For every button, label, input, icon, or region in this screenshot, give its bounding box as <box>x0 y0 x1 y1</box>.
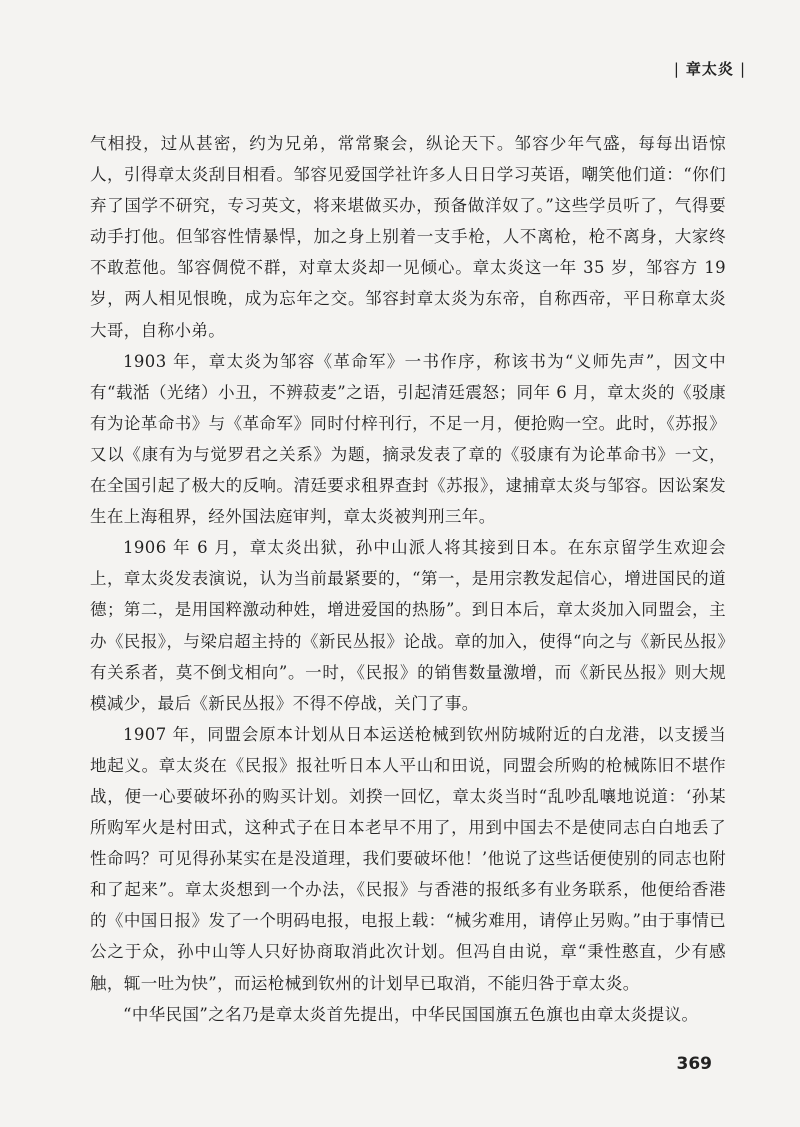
paragraph-1903: 1903 年，章太炎为邹容《革命军》一书作序，称该书为“义师先声”，因文中有“载湉（光绪）小丑，不辨菽麦”之语，引起清廷震怒；同年 6 月，章太炎的《驳康有为论革命书》与《革命军》同时付梓刊行，不足一月，便抢购一空。此时，《苏报》又以《康有为与觉罗君之关系》为题，摘录发表了章的《驳康有为论革命书》一文，在全国引起了极大的反响。清廷要求租界查封《苏报》，逮捕章太炎与邹容。因讼案发生在上海租界，经外国法庭审判，章太炎被判刑三年。 <box>90 351 726 527</box>
body-text <box>90 128 726 1030</box>
page-number: 369 <box>676 1054 712 1074</box>
paragraph-1906: 1906 年 6 月，章太炎出狱，孙中山派人将其接到日本。在东京留学生欢迎会上，章太炎发表演说，认为当前最紧要的，“第一，是用宗教发起信心，增进国民的道德；第二，是用国粹激动种姓，增进爱国的热肠”。到日本后，章太炎加入同盟会，主办《民报》，与梁启超主持的《新民丛报》论战。章的加入，使得“向之与《新民丛报》有关系者，莫不倒戈相向”。一时，《民报》的销售数量激增，而《新民丛报》则大规模减少，最后《新民丛报》不得不停战，关门了事。 <box>90 538 726 713</box>
paragraph-continuation: 气相投，过从甚密，约为兄弟，常常聚会，纵论天下。邹容少年气盛，每每出语惊人，引得章太炎刮目相看。邹容见爱国学社许多人日日学习英语，嘲笑他们道：“你们弃了国学不研究，专习英文，将来堪做买办，预备做洋奴了。”这些学员听了，气得要动手打他。但邹容性情暴悍，加之身上别着一支手枪，人不离枪，枪不离身，大家终不敢惹他。邹容倜傥不群，对章太炎却一见倾心。章太炎这一年 35 岁，邹容方 19 岁，两人相见恨晚，成为忘年之交。邹容封章太炎为东帝，自称西帝，平日称章太炎大哥，自称小弟。 <box>90 134 726 340</box>
header-left-bar: | <box>673 60 680 78</box>
running-header <box>668 58 752 79</box>
header-right-bar: | <box>739 60 746 78</box>
paragraph-1907: 1907 年，同盟会原本计划从日本运送枪械到钦州防城附近的白龙港，以支援当地起义。章太炎在《民报》报社听日本人平山和田说，同盟会所购的枪械陈旧不堪作战，便一心要破坏孙的购买计划。刘揆一回忆，章太炎当时“乱吵乱嚷地说道：‘孙某所购军火是村田式，这种式子在日本老早不用了，用到中国去不是使同志白白地丢了性命吗？可见得孙某实在是没道理，我们要破坏他！’他说了这些话便使别的同志也附和了起来”。章太炎想到一个办法，《民报》与香港的报纸多有业务联系，他便给香港的《中国日报》发了一个明码电报，电报上载：“械劣难用，请停止另购。”由于事情已公之于众，孙中山等人只好协商取消此次计划。但冯自由说，章“秉性憨直，少有感触，辄一吐为快”，而运枪械到钦州的计划早已取消，不能归咎于章太炎。 <box>90 724 726 993</box>
paragraph-republic-name: “中华民国”之名乃是章太炎首先提出，中华民国国旗五色旗也由章太炎提议。 <box>123 1004 699 1024</box>
header-title: 章太炎 <box>685 60 734 78</box>
